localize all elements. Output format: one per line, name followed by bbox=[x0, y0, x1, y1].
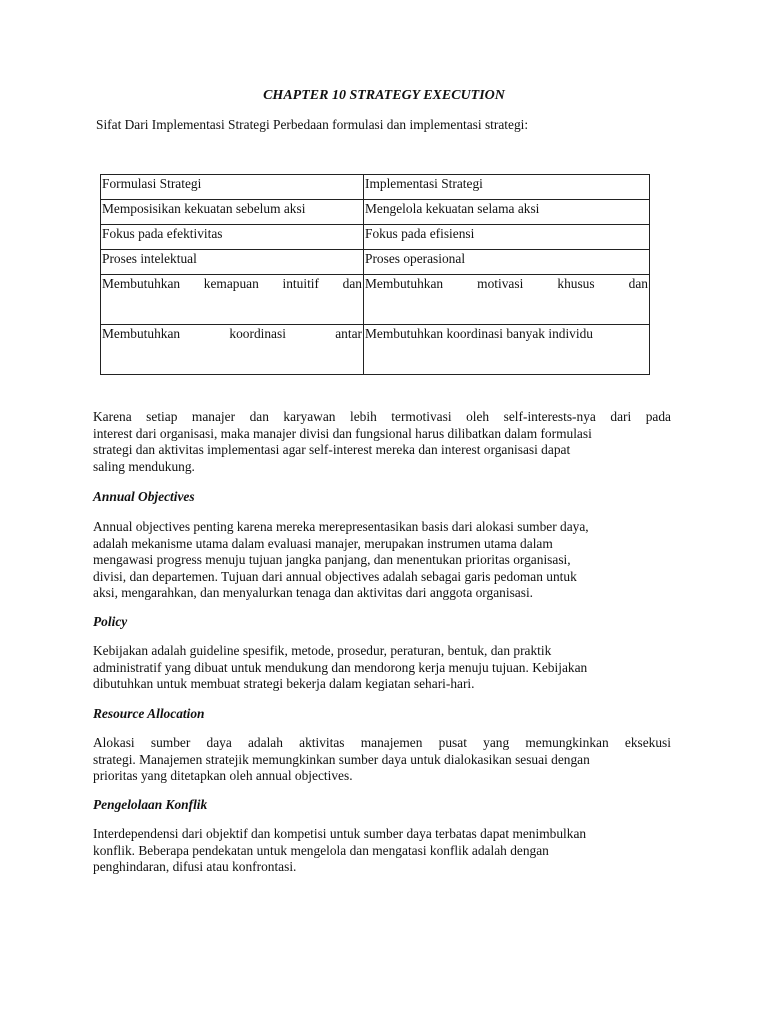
paragraph-line: aksi, mengarahkan, dan menyalurkan tenaga dan aktivitas dari anggota organisasi. bbox=[93, 585, 534, 600]
paragraph-line: saling mendukung. bbox=[93, 458, 195, 474]
table-cell: Proses operasional bbox=[364, 250, 650, 275]
table-cell: Membutuhkan koordinasi banyak individu bbox=[364, 325, 650, 375]
table-header-cell: Formulasi Strategi bbox=[101, 175, 364, 200]
section-heading: Annual Objectives bbox=[93, 489, 195, 504]
paragraph-line: divisi, dan departemen. Tujuan dari annual objectives adalah sebagai garis pedoman untuk bbox=[93, 568, 577, 584]
section-heading: Policy bbox=[93, 614, 128, 629]
table-cell: Memposisikan kekuatan sebelum aksi bbox=[101, 200, 364, 225]
table-cell: Fokus pada efektivitas bbox=[101, 225, 364, 250]
section-paragraph bbox=[93, 519, 671, 602]
paragraph-line: penghindaran, difusi atau konfrontasi. bbox=[93, 859, 297, 874]
section-paragraph bbox=[93, 826, 671, 876]
paragraph-line: administratif yang dibuat untuk mendukung dan mendorong kerja menuju tujuan. Kebijakan bbox=[93, 659, 588, 675]
table-cell: Fokus pada efisiensi bbox=[364, 225, 650, 250]
paragraph-line: Kebijakan adalah guideline spesifik, metode, prosedur, peraturan, bentuk, dan praktik bbox=[93, 643, 552, 658]
paragraph-line: strategi. Manajemen stratejik memungkinkan sumber daya untuk dialokasikan sesuai dengan bbox=[93, 751, 590, 767]
section-heading: Pengelolaan Konflik bbox=[93, 797, 208, 812]
paragraph-line: Interdependensi dari objektif dan kompetisi untuk sumber daya terbatas dapat menimbulkan bbox=[93, 826, 587, 841]
paragraph-line: interest dari organisasi, maka manajer divisi dan fungsional harus dilibatkan dalam formulasi bbox=[93, 425, 592, 441]
paragraph-line: Annual objectives penting karena mereka merepresentasikan basis dari alokasi sumber daya, bbox=[93, 519, 589, 534]
table-row bbox=[101, 225, 650, 250]
table-row bbox=[101, 275, 650, 325]
paragraph-line: Alokasi sumber daya adalah aktivitas manajemen pusat yang memungkinkan eksekusi bbox=[93, 735, 671, 750]
paragraph-line: prioritas yang ditetapkan oleh annual objectives. bbox=[93, 768, 353, 783]
comparison-table bbox=[100, 174, 650, 375]
table-header-row bbox=[101, 175, 650, 200]
chapter-title: CHAPTER 10 STRATEGY EXECUTION bbox=[263, 88, 505, 103]
paragraph-line: konflik. Beberapa pendekatan untuk mengelola dan mengatasi konflik adalah dengan bbox=[93, 842, 549, 858]
table-cell: Membutuhkan koordinasi antar bbox=[101, 325, 364, 375]
section-paragraph bbox=[93, 643, 671, 693]
section-heading: Resource Allocation bbox=[93, 706, 205, 721]
table-row bbox=[101, 200, 650, 225]
body-paragraph bbox=[93, 409, 671, 475]
paragraph-line: Karena setiap manajer dan karyawan lebih termotivasi oleh self-interests-nya dari pada bbox=[93, 409, 671, 424]
table-row bbox=[101, 325, 650, 375]
paragraph-line: adalah mekanisme utama dalam evaluasi manajer, merupakan instrumen utama dalam bbox=[93, 535, 553, 551]
paragraph-line: dibutuhkan untuk membuat strategi bekerja dalam kegiatan sehari-hari. bbox=[93, 676, 475, 691]
table-row bbox=[101, 250, 650, 275]
table-cell: Membutuhkan kemapuan intuitif dan bbox=[101, 275, 364, 325]
table-cell: Membutuhkan motivasi khusus dan bbox=[364, 275, 650, 325]
table-cell: Mengelola kekuatan selama aksi bbox=[364, 200, 650, 225]
table-cell: Proses intelektual bbox=[101, 250, 364, 275]
paragraph-line: mengawasi progress menuju tujuan jangka panjang, dan menentukan prioritas organisasi, bbox=[93, 552, 571, 567]
intro-text: Sifat Dari Implementasi Strategi Perbedaan formulasi dan implementasi strategi: bbox=[96, 117, 529, 132]
section-paragraph bbox=[93, 735, 671, 785]
paragraph-line: strategi dan aktivitas implementasi agar self-interest mereka dan interest organisasi dapat bbox=[93, 442, 571, 457]
table-header-cell: Implementasi Strategi bbox=[364, 175, 650, 200]
